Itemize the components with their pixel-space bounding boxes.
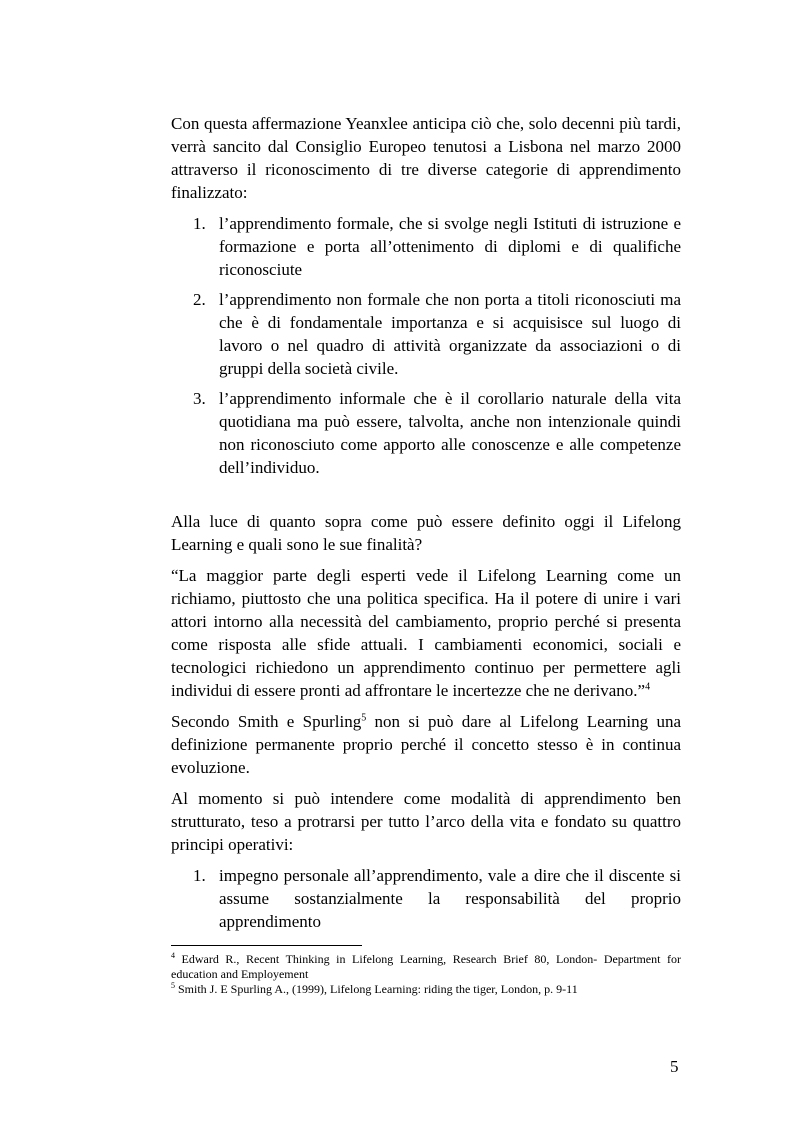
footnote-number: 5 (171, 981, 175, 990)
page-number: 5 (670, 1057, 679, 1076)
paragraph-principles: Al momento si può intendere come modalità di apprendimento ben strutturato, teso a protrarsi per tutto l’arco della vita e fondato su quattro principi operativi: (171, 789, 681, 854)
footnote-text: Smith J. E Spurling A., (1999), Lifelong Learning: riding the tiger, London, p. 9-11 (175, 982, 578, 996)
footnote-ref: 5 (361, 712, 367, 724)
paragraph-smith-spurling (171, 710, 681, 779)
list-item (171, 387, 681, 479)
spacer (171, 487, 681, 510)
list-item-number: 2. (193, 290, 206, 309)
list-item-text: l’apprendimento non formale che non porta a titoli riconosciuti ma che è di fondamentale importanza e si acquisisce sul luogo di lavoro o nel quadro di attività organizzate da associazioni o di gruppi della società civile. (219, 290, 681, 378)
footnote-ref: 4 (645, 681, 651, 693)
list-item-text: impegno personale all’apprendimento, vale a dire che il discente si assume sostanzialmente la responsabilità del proprio apprendimento (219, 866, 681, 931)
paragraph-intro: Con questa affermazione Yeanxlee anticipa ciò che, solo decenni più tardi, verrà sancito dal Consiglio Europeo tenutosi a Lisbona nel marzo 2000 attraverso il riconoscimento di tre diverse categorie di apprendimento finalizzato: (171, 114, 681, 202)
principles-list (171, 864, 681, 933)
learning-categories-list (171, 212, 681, 479)
paragraph-text: Secondo Smith e Spurling (171, 712, 362, 731)
list-item-number: 1. (193, 214, 206, 233)
list-item-number: 1. (193, 866, 206, 885)
quote-text: “La maggior parte degli esperti vede il Lifelong Learning come un richiamo, piuttosto che una politica specifica. Ha il potere di unire i vari attori intorno alla necessità del cambiamento, proprio perché si presenta come risposta alle sfide attuali. I cambiamenti economici, sociali e tecnologici richiedono un apprendimento continuo per permettere agli individui di essere pronti ad affrontare le incertezze che ne derivano.” (171, 566, 681, 700)
list-item (171, 864, 681, 933)
list-item-text: l’apprendimento formale, che si svolge negli Istituti di istruzione e formazione e porta all’ottenimento di diplomi e di qualifiche riconosciute (219, 214, 681, 279)
footnote (171, 982, 681, 997)
paragraph-question: Alla luce di quanto sopra come può essere definito oggi il Lifelong Learning e quali sono le sue finalità? (171, 512, 681, 554)
list-item (171, 212, 681, 281)
footnote-number: 4 (171, 951, 175, 960)
footnote-divider (171, 945, 362, 946)
paragraph-quote (171, 564, 681, 702)
footnote-text: Edward R., Recent Thinking in Lifelong Learning, Research Brief 80, London- Department for education and Employement (171, 952, 681, 981)
paragraph-text: non si può dare al Lifelong Learning una definizione permanente proprio perché il concetto stesso è in continua evoluzione. (171, 712, 681, 777)
list-item-number: 3. (193, 389, 206, 408)
page-body (171, 112, 681, 941)
list-item-text: l’apprendimento informale che è il corollario naturale della vita quotidiana ma può essere, talvolta, anche non intenzionale quindi non riconosciuto come apporto alle conoscenze e alle competenze dell’individuo. (219, 389, 681, 477)
list-item (171, 288, 681, 380)
footnotes (171, 945, 681, 997)
footnote (171, 952, 681, 982)
